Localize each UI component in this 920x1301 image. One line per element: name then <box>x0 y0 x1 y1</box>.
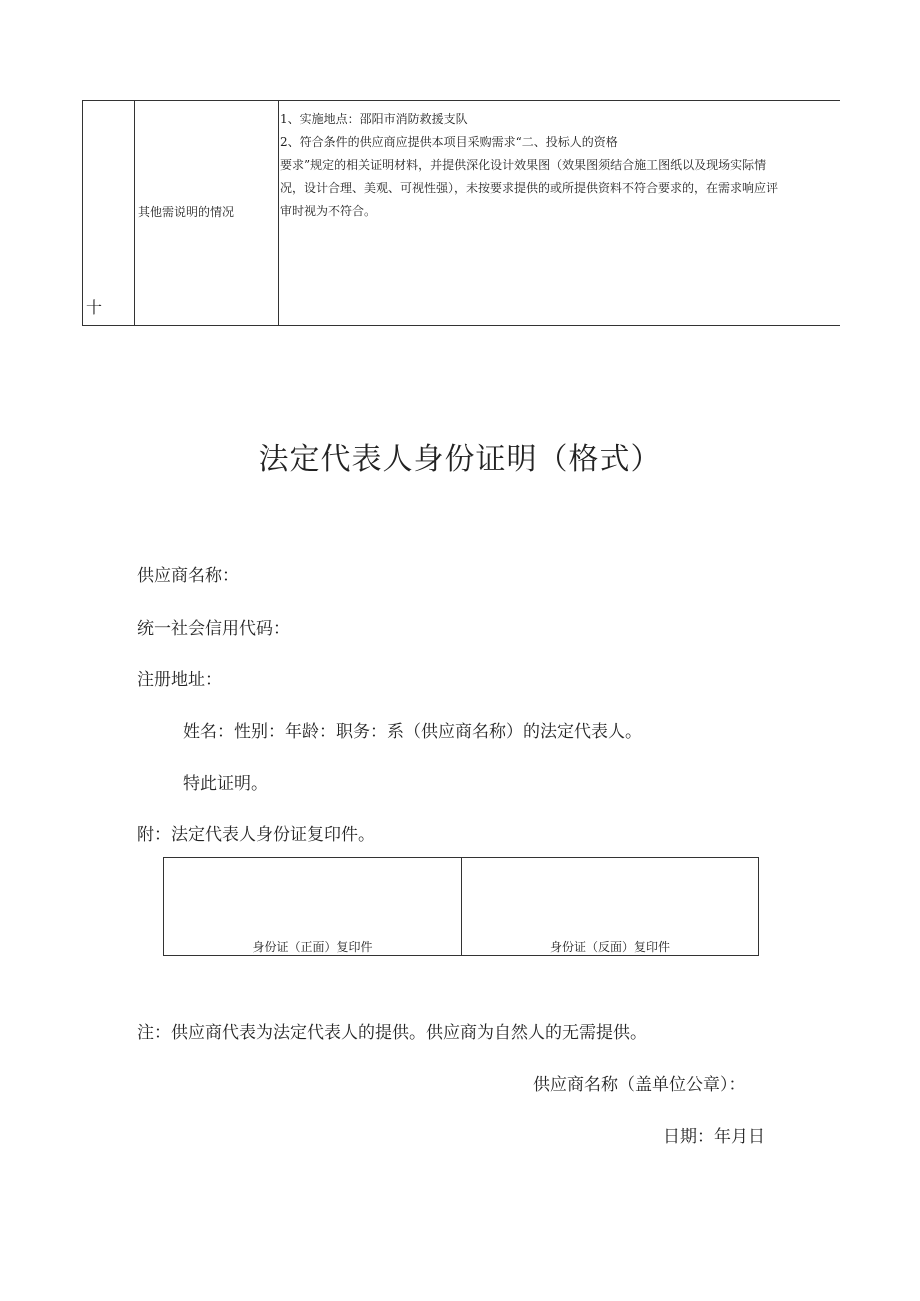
id-front-label: 身份证（正面）复印件 <box>252 940 373 954</box>
date-line: 日期：年月日 <box>663 1127 765 1147</box>
content-line: 况，设计合理、美观、可视性强），未按要求提供的或所提供资料不符合要求的，在需求响应评 <box>280 181 779 195</box>
page-title: 法定代表人身份证明（格式） <box>258 442 662 477</box>
content-line: 要求”规定的相关证明材料，并提供深化设计效果图（效果图须结合施工图纸以及现场实际情 <box>280 158 767 172</box>
row-content <box>280 108 834 223</box>
seal-line: 供应商名称（盖单位公章）： <box>533 1075 746 1095</box>
id-back-label: 身份证（反面）复印件 <box>549 940 670 954</box>
content-line: 1、实施地点：邵阳市消防救援支队 <box>280 112 468 126</box>
id-copy-box <box>163 857 759 956</box>
content-line: 审时视为不符合。 <box>280 204 377 218</box>
supplier-name-label: 供应商名称： <box>137 566 239 586</box>
row-label: 其他需说明的情况 <box>138 205 235 219</box>
attachment-line: 附：法定代表人身份证复印件。 <box>137 825 375 845</box>
note-line: 注：供应商代表为法定代表人的提供。供应商为自然人的无需提供。 <box>137 1023 647 1043</box>
table-bottom-border <box>82 325 840 326</box>
requirements-table <box>82 100 840 326</box>
personal-info-line: 姓名：性别：年龄：职务：系（供应商名称）的法定代表人。 <box>183 722 642 742</box>
table-column-divider <box>278 100 279 326</box>
table-column-divider <box>134 100 135 326</box>
table-left-border <box>82 100 83 326</box>
certify-line: 特此证明。 <box>183 774 268 794</box>
credit-code-label: 统一社会信用代码： <box>137 619 290 639</box>
row-number: 十 <box>86 298 103 317</box>
table-top-border <box>82 100 840 101</box>
content-line: 2、符合条件的供应商应提供本项目采购需求“二、投标人的资格 <box>280 135 618 149</box>
address-label: 注册地址： <box>137 670 222 690</box>
